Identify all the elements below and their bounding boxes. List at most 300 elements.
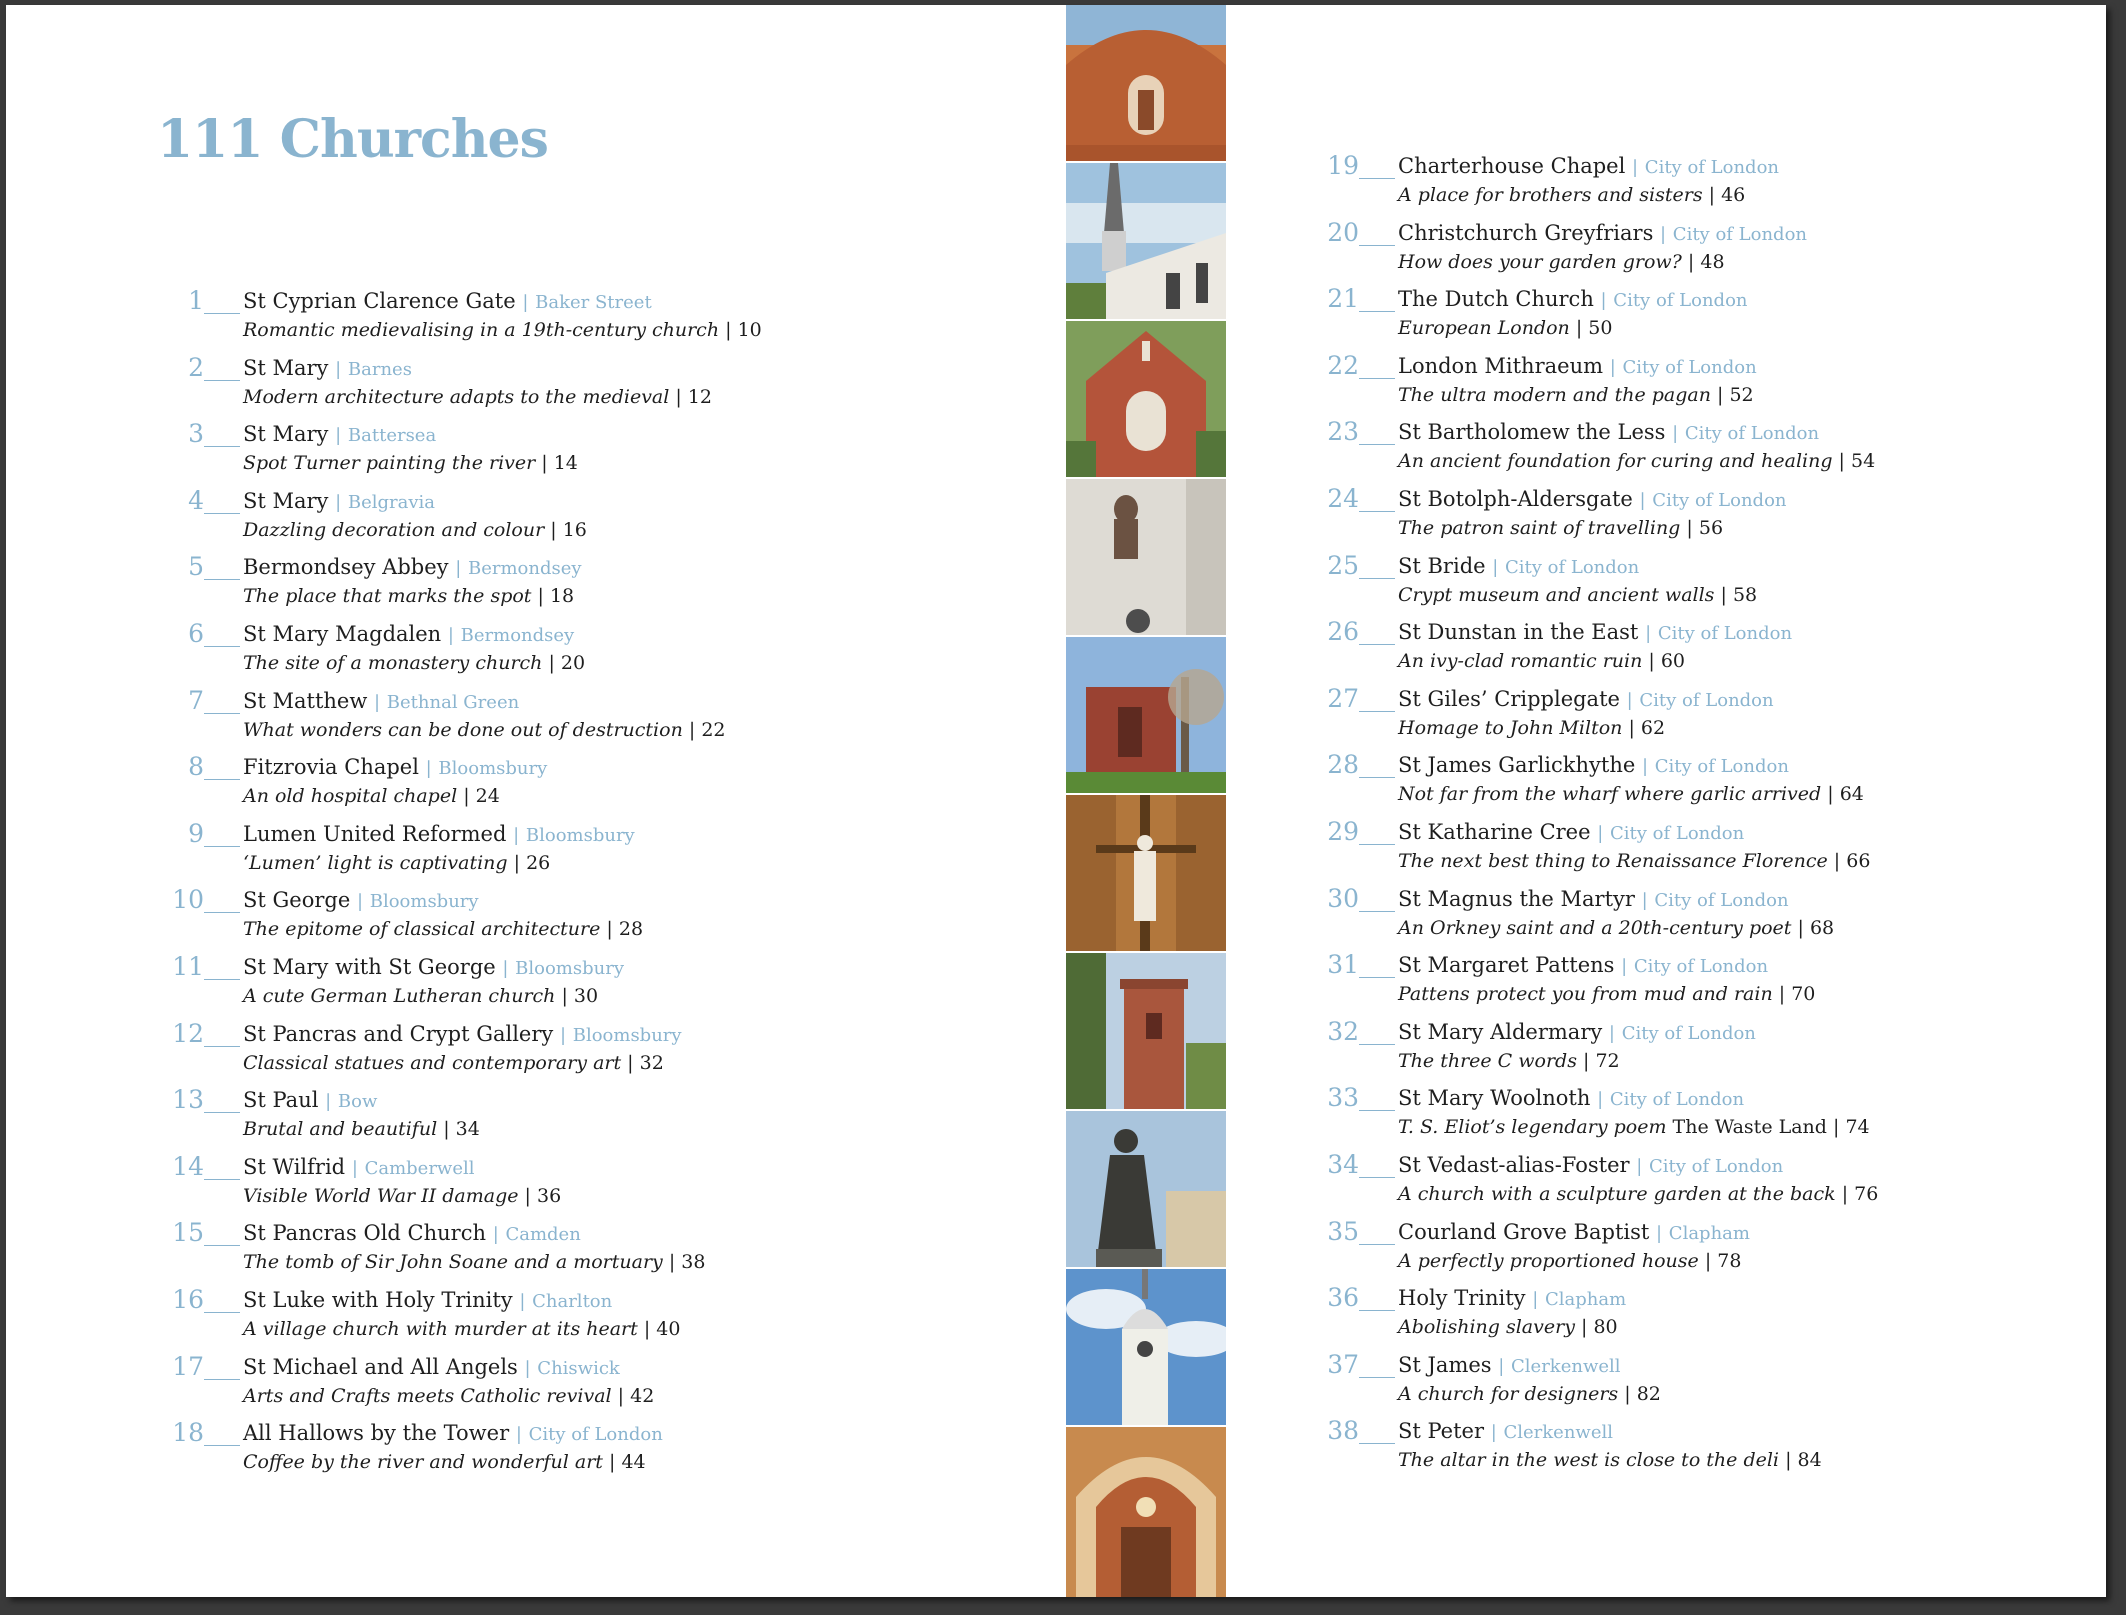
entry-heading (243, 1020, 682, 1050)
separator: | (1708, 184, 1716, 206)
separator: | (1609, 356, 1616, 378)
area-name: Baker Street (535, 292, 652, 313)
separator: | (335, 358, 342, 380)
contents-entry[interactable] (1318, 885, 2106, 945)
description: Crypt museum and ancient walls (1398, 583, 1715, 606)
church-name: St Cyprian Clarence Gate (243, 289, 516, 313)
description: A place for brothers and sisters (1398, 184, 1703, 206)
entry-heading (243, 1219, 581, 1249)
contents-entry[interactable] (163, 820, 1063, 880)
contents-entry[interactable] (1318, 818, 2106, 878)
page-number: 40 (656, 1318, 681, 1340)
church-name: St Matthew (243, 688, 368, 713)
area-name: City of London (1654, 756, 1789, 778)
description: How does your garden grow? (1398, 250, 1682, 273)
church-name: St Dunstan in the East (1398, 620, 1639, 645)
area-name: Camberwell (364, 1157, 475, 1179)
description: Modern architecture adapts to the medieval (243, 385, 670, 408)
entry-heading (1398, 219, 1807, 249)
separator: | (1833, 850, 1841, 872)
leader-line (204, 513, 240, 514)
contents-entry[interactable] (163, 886, 1063, 946)
description: Brutal and beautiful (243, 1118, 438, 1141)
entry-number: 5 (188, 552, 204, 582)
contents-entry[interactable] (1318, 1084, 2106, 1144)
church-name: St Paul (243, 1088, 319, 1113)
church-name: St Peter (1398, 1419, 1485, 1444)
contents-entry[interactable] (163, 1020, 1063, 1080)
description: The epitome of classical architecture (243, 918, 601, 941)
separator: | (561, 985, 568, 1007)
contents-entry[interactable] (163, 687, 1063, 747)
separator: | (524, 1184, 531, 1207)
entry-description (1398, 714, 1665, 742)
leader-line (204, 713, 240, 714)
area-name: City of London (1672, 223, 1808, 245)
entry-number: 18 (172, 1418, 204, 1448)
church-name: London Mithraeum (1398, 353, 1604, 378)
page-number: 32 (639, 1051, 664, 1074)
contents-entry[interactable] (1318, 618, 2106, 678)
separator: | (668, 1251, 676, 1274)
separator: | (1797, 916, 1804, 939)
entry-description (243, 449, 578, 477)
church-spire-icon (1066, 163, 1226, 321)
area-name: Clapham (1668, 1222, 1750, 1244)
church-name: Lumen United Reformed (243, 821, 507, 846)
entry-heading (1398, 1351, 1621, 1381)
entry-number: 26 (1327, 617, 1359, 647)
page-number: 24 (475, 785, 500, 808)
entry-description (243, 716, 726, 744)
church-name: St James (1398, 1352, 1492, 1377)
leader-line (204, 1179, 240, 1180)
contents-entry[interactable] (163, 1353, 1063, 1413)
entry-number: 34 (1327, 1150, 1359, 1179)
area-name: Battersea (347, 425, 437, 447)
entry-number: 10 (172, 885, 204, 915)
entry-description (243, 516, 587, 544)
entry-description (243, 1182, 561, 1210)
entry-description (1398, 647, 1685, 675)
separator: | (1645, 623, 1652, 645)
description: An old hospital chapel (243, 785, 458, 808)
entry-description (1398, 314, 1612, 342)
entry-heading (243, 953, 624, 983)
contents-entry[interactable] (1318, 685, 2106, 745)
contents-entry[interactable] (163, 1153, 1063, 1213)
entry-description (243, 782, 500, 810)
description: A cute German Lutheran church (243, 985, 556, 1007)
contents-entry[interactable] (1318, 1218, 2106, 1278)
page-number: 76 (1854, 1183, 1879, 1205)
leader-line (1359, 178, 1395, 179)
poem-title: The Waste Land (1672, 1116, 1827, 1139)
entry-heading (243, 620, 574, 650)
description: Pattens protect you from mud and rain (1398, 983, 1773, 1006)
description: Spot Turner painting the river (243, 452, 536, 475)
separator: | (1621, 956, 1628, 978)
entry-description (243, 1248, 705, 1276)
page-number: 84 (1797, 1449, 1822, 1472)
leader-line (1359, 378, 1395, 379)
contents-entry[interactable] (1318, 1417, 2106, 1477)
separator: | (1490, 1422, 1497, 1444)
separator: | (513, 824, 520, 846)
contents-entry[interactable] (163, 1086, 1063, 1146)
description: An ivy-clad romantic ruin (1398, 650, 1643, 673)
contents-entry[interactable] (163, 1419, 1063, 1479)
area-name: City of London (1657, 623, 1793, 645)
description: A village church with murder at its heart (243, 1318, 638, 1340)
entry-number: 13 (172, 1085, 204, 1115)
separator: | (609, 1451, 616, 1474)
entry-heading (1398, 751, 1789, 781)
entry-description (1398, 381, 1754, 409)
area-name: Bloomsbury (369, 891, 479, 913)
contents-entry[interactable] (1318, 352, 2106, 412)
church-name: The Dutch Church (1398, 287, 1594, 312)
church-name: St Pancras and Crypt Gallery (243, 1021, 554, 1046)
leader-line (204, 1312, 240, 1313)
area-name: City of London (1654, 889, 1789, 911)
separator: | (617, 1384, 625, 1407)
entry-heading (1398, 552, 1639, 582)
separator: | (643, 1318, 651, 1340)
description: What wonders can be done out of destruction (243, 718, 683, 741)
leader-line (204, 1445, 240, 1446)
area-name: Bow (337, 1091, 378, 1113)
entry-heading (243, 753, 547, 783)
entry-heading (1398, 1284, 1626, 1314)
page-number: 16 (562, 518, 587, 541)
entry-description (243, 316, 762, 344)
description: Not far from the wharf where garlic arrived (1398, 783, 1822, 806)
entry-heading (243, 820, 635, 850)
apse-interior-icon (1066, 1427, 1226, 1597)
leader-line (1359, 578, 1395, 579)
contents-entry[interactable] (1318, 951, 2106, 1011)
entry-number: 22 (1327, 350, 1359, 380)
description: An Orkney saint and a 20th-century poet (1398, 916, 1792, 939)
church-name: St Mary (243, 488, 329, 513)
area-name: City of London (1505, 556, 1640, 578)
contents-entry[interactable] (1318, 1351, 2106, 1411)
area-name: Bermondsey (467, 558, 582, 580)
separator: | (1687, 250, 1695, 273)
church-name: Holy Trinity (1398, 1286, 1526, 1311)
separator: | (1686, 517, 1693, 539)
contents-entry[interactable] (1318, 418, 2106, 478)
separator: | (1641, 889, 1648, 911)
area-name: Bermondsey (460, 625, 575, 646)
entry-description (1398, 914, 1834, 942)
entry-heading (1398, 285, 1748, 315)
entry-number: 15 (172, 1218, 204, 1248)
leader-line (204, 446, 240, 447)
church-name: Christchurch Greyfriars (1398, 220, 1654, 245)
leader-line (1359, 777, 1395, 778)
entry-description (243, 1315, 680, 1343)
church-name: St Bride (1398, 553, 1486, 578)
separator: | (356, 891, 364, 913)
contents-entry[interactable] (1318, 219, 2106, 279)
area-name: City of London (528, 1424, 663, 1446)
area-name: City of London (1639, 689, 1774, 711)
contents-entry[interactable] (1318, 1018, 2106, 1078)
contents-entry[interactable] (163, 1219, 1063, 1279)
description: The patron saint of travelling (1398, 517, 1681, 539)
separator: | (1833, 1116, 1840, 1139)
church-name: St Luke with Holy Trinity (243, 1288, 513, 1312)
entry-heading (1398, 485, 1787, 515)
description: Arts and Crafts meets Catholic revival (243, 1384, 612, 1407)
page-number: 42 (630, 1384, 655, 1407)
church-name: St Mary Aldermary (1398, 1019, 1603, 1044)
separator: | (1827, 783, 1834, 806)
church-name: St Mary Woolnoth (1398, 1086, 1591, 1111)
separator: | (524, 1357, 531, 1379)
contents-entry[interactable] (163, 420, 1063, 480)
entry-heading (243, 886, 479, 916)
church-name: St Mary (243, 355, 329, 380)
area-name: Bethnal Green (386, 691, 520, 713)
contents-entry[interactable] (163, 287, 1063, 347)
contents-entry[interactable] (163, 487, 1063, 547)
contents-entry[interactable] (1318, 285, 2106, 345)
clock-tower-icon (1066, 1269, 1226, 1427)
church-name: St George (243, 888, 351, 913)
area-name: Barnes (347, 358, 412, 380)
entry-description (243, 649, 585, 677)
entry-number: 19 (1327, 151, 1359, 180)
page-number: 12 (687, 385, 713, 408)
separator: | (675, 385, 682, 408)
separator: | (522, 292, 529, 313)
contents-entry[interactable] (1318, 552, 2106, 612)
leader-line (1359, 245, 1395, 246)
area-name: City of London (1649, 1156, 1784, 1177)
leader-line (1359, 1443, 1395, 1444)
church-name: St Vedast-alias-Foster (1398, 1153, 1630, 1177)
separator: | (606, 918, 613, 941)
entry-description (1398, 1313, 1618, 1341)
entry-number: 21 (1327, 284, 1359, 314)
leader-line (204, 380, 240, 381)
page-number: 54 (1851, 450, 1876, 473)
entry-description (1398, 181, 1745, 209)
contents-entry[interactable] (163, 953, 1063, 1013)
photo-strip (1066, 5, 1226, 1597)
area-name: Clerkenwell (1503, 1422, 1613, 1444)
entry-heading (1398, 352, 1757, 382)
entry-number: 17 (172, 1351, 204, 1381)
area-name: City of London (1652, 490, 1787, 511)
church-name: Bermondsey Abbey (243, 555, 449, 580)
page-number: 28 (618, 918, 644, 941)
area-name: City of London (1622, 356, 1757, 378)
entry-number: 36 (1327, 1283, 1359, 1313)
church-name: St Mary Magdalen (243, 622, 442, 646)
contents-entry[interactable] (163, 553, 1063, 613)
leader-line (1359, 444, 1395, 445)
entry-description (243, 915, 643, 943)
separator: | (1841, 1183, 1849, 1205)
contents-entry[interactable] (163, 753, 1063, 813)
separator: | (1785, 1449, 1792, 1472)
entry-heading (243, 553, 582, 583)
leader-line (1359, 1310, 1395, 1311)
entry-heading (1398, 685, 1774, 715)
entry-number: 11 (172, 952, 204, 981)
entry-heading (1398, 1151, 1783, 1181)
red-brick-church-icon (1066, 637, 1226, 795)
entry-number: 37 (1327, 1349, 1359, 1379)
separator: | (1626, 689, 1633, 711)
entry-number: 23 (1327, 417, 1359, 447)
description: The site of a monastery church (243, 652, 543, 674)
entry-heading (1398, 951, 1768, 981)
entry-heading (243, 420, 436, 450)
church-dome-icon (1066, 5, 1226, 163)
description: Classical statues and contemporary art (243, 1051, 622, 1074)
entry-heading (243, 1353, 620, 1383)
church-name: Fitzrovia Chapel (243, 755, 419, 780)
leader-line (1359, 511, 1395, 512)
page-number: 46 (1721, 184, 1746, 206)
separator: | (1704, 1249, 1712, 1272)
crucifix-icon (1066, 795, 1226, 953)
separator: | (548, 652, 555, 674)
entry-number: 20 (1327, 217, 1359, 247)
brick-church-icon (1066, 321, 1226, 479)
page-number: 62 (1640, 716, 1666, 739)
separator: | (1600, 290, 1607, 312)
page-number: 22 (701, 718, 726, 741)
entry-description (243, 1115, 480, 1143)
separator: | (1575, 317, 1583, 340)
church-name: St Giles’ Cripplegate (1398, 686, 1620, 711)
separator: | (550, 518, 557, 541)
description: The ultra modern and the pagan (1398, 383, 1711, 406)
entry-number: 30 (1327, 883, 1359, 913)
area-name: Chiswick (537, 1357, 620, 1379)
entry-description (243, 849, 550, 877)
entry-number: 31 (1327, 950, 1359, 980)
contents-entry[interactable] (1318, 751, 2106, 811)
separator: | (351, 1157, 358, 1179)
separator: | (1632, 157, 1639, 178)
contents-entry[interactable] (1318, 152, 2106, 212)
entry-heading (243, 1086, 377, 1116)
contents-entry[interactable] (1318, 1151, 2106, 1211)
entry-number: 24 (1327, 484, 1359, 513)
entry-description (243, 982, 598, 1010)
page-title: 111 Churches (157, 109, 548, 170)
church-name: St James Garlickhythe (1398, 753, 1636, 778)
entry-number: 2 (188, 352, 204, 382)
leader-line (1359, 1177, 1395, 1178)
separator: | (1641, 756, 1649, 778)
separator: | (1628, 716, 1635, 739)
description: Romantic medievalising in a 19th-century church (243, 319, 720, 341)
leader-line (204, 579, 240, 580)
page-number: 38 (681, 1251, 706, 1274)
separator: | (1597, 1089, 1604, 1111)
entry-description (243, 1448, 646, 1476)
separator: | (374, 691, 381, 713)
entry-description (1398, 1380, 1661, 1408)
entry-description (1398, 1113, 1870, 1141)
church-name: St Bartholomew the Less (1398, 420, 1666, 445)
area-name: Camden (505, 1224, 581, 1246)
separator: | (1660, 223, 1667, 245)
separator: | (559, 1024, 567, 1046)
leader-line (1359, 977, 1395, 978)
leader-line (1359, 644, 1395, 645)
description: The altar in the west is close to the deli (1398, 1449, 1780, 1472)
description: A church with a sculpture garden at the back (1398, 1183, 1836, 1205)
area-name: Charlton (532, 1291, 613, 1312)
church-name: St Katharine Cree (1398, 820, 1591, 844)
bronze-statue-icon (1066, 1111, 1226, 1269)
area-name: City of London (1621, 1022, 1756, 1044)
page-number: 72 (1595, 1049, 1620, 1072)
page-number: 58 (1732, 583, 1758, 606)
separator: | (1597, 823, 1604, 844)
separator: | (335, 491, 342, 513)
separator: | (513, 851, 521, 874)
page-number: 74 (1845, 1116, 1870, 1139)
area-name: Bloomsbury (515, 958, 624, 979)
church-name: All Hallows by the Tower (243, 1421, 510, 1446)
entry-heading (1398, 818, 1744, 848)
entry-heading (1398, 1218, 1750, 1248)
entry-heading (243, 1153, 475, 1183)
description: The next best thing to Renaissance Florence (1398, 850, 1828, 872)
entry-description (1398, 447, 1875, 475)
page-number: 48 (1700, 250, 1725, 273)
leader-line (1359, 711, 1395, 712)
entry-heading (1398, 152, 1779, 182)
separator: | (1498, 1355, 1505, 1377)
page-number: 10 (737, 319, 762, 341)
separator: | (1624, 1382, 1631, 1405)
entry-heading (1398, 418, 1819, 448)
contents-entry[interactable] (1318, 1284, 2106, 1344)
separator: | (1636, 1156, 1643, 1177)
leader-line (204, 912, 240, 913)
separator: | (447, 625, 454, 646)
contents-entry[interactable] (163, 1286, 1063, 1346)
separator: | (1838, 450, 1845, 473)
entry-number: 8 (188, 752, 204, 782)
contents-entry[interactable] (163, 354, 1063, 414)
area-name: City of London (1609, 1089, 1745, 1111)
description: A church for designers (1398, 1382, 1619, 1405)
entry-number: 1 (188, 286, 204, 315)
separator: | (515, 1424, 522, 1446)
church-name: St Pancras Old Church (243, 1221, 486, 1246)
entry-description (1398, 1446, 1822, 1474)
contents-entry[interactable] (163, 620, 1063, 680)
separator: | (1532, 1289, 1539, 1311)
area-name: Bloomsbury (438, 758, 548, 780)
contents-entry[interactable] (1318, 485, 2106, 545)
entry-heading (1398, 1084, 1744, 1114)
separator: | (1492, 556, 1499, 578)
church-name: St Botolph-Aldersgate (1398, 487, 1633, 511)
